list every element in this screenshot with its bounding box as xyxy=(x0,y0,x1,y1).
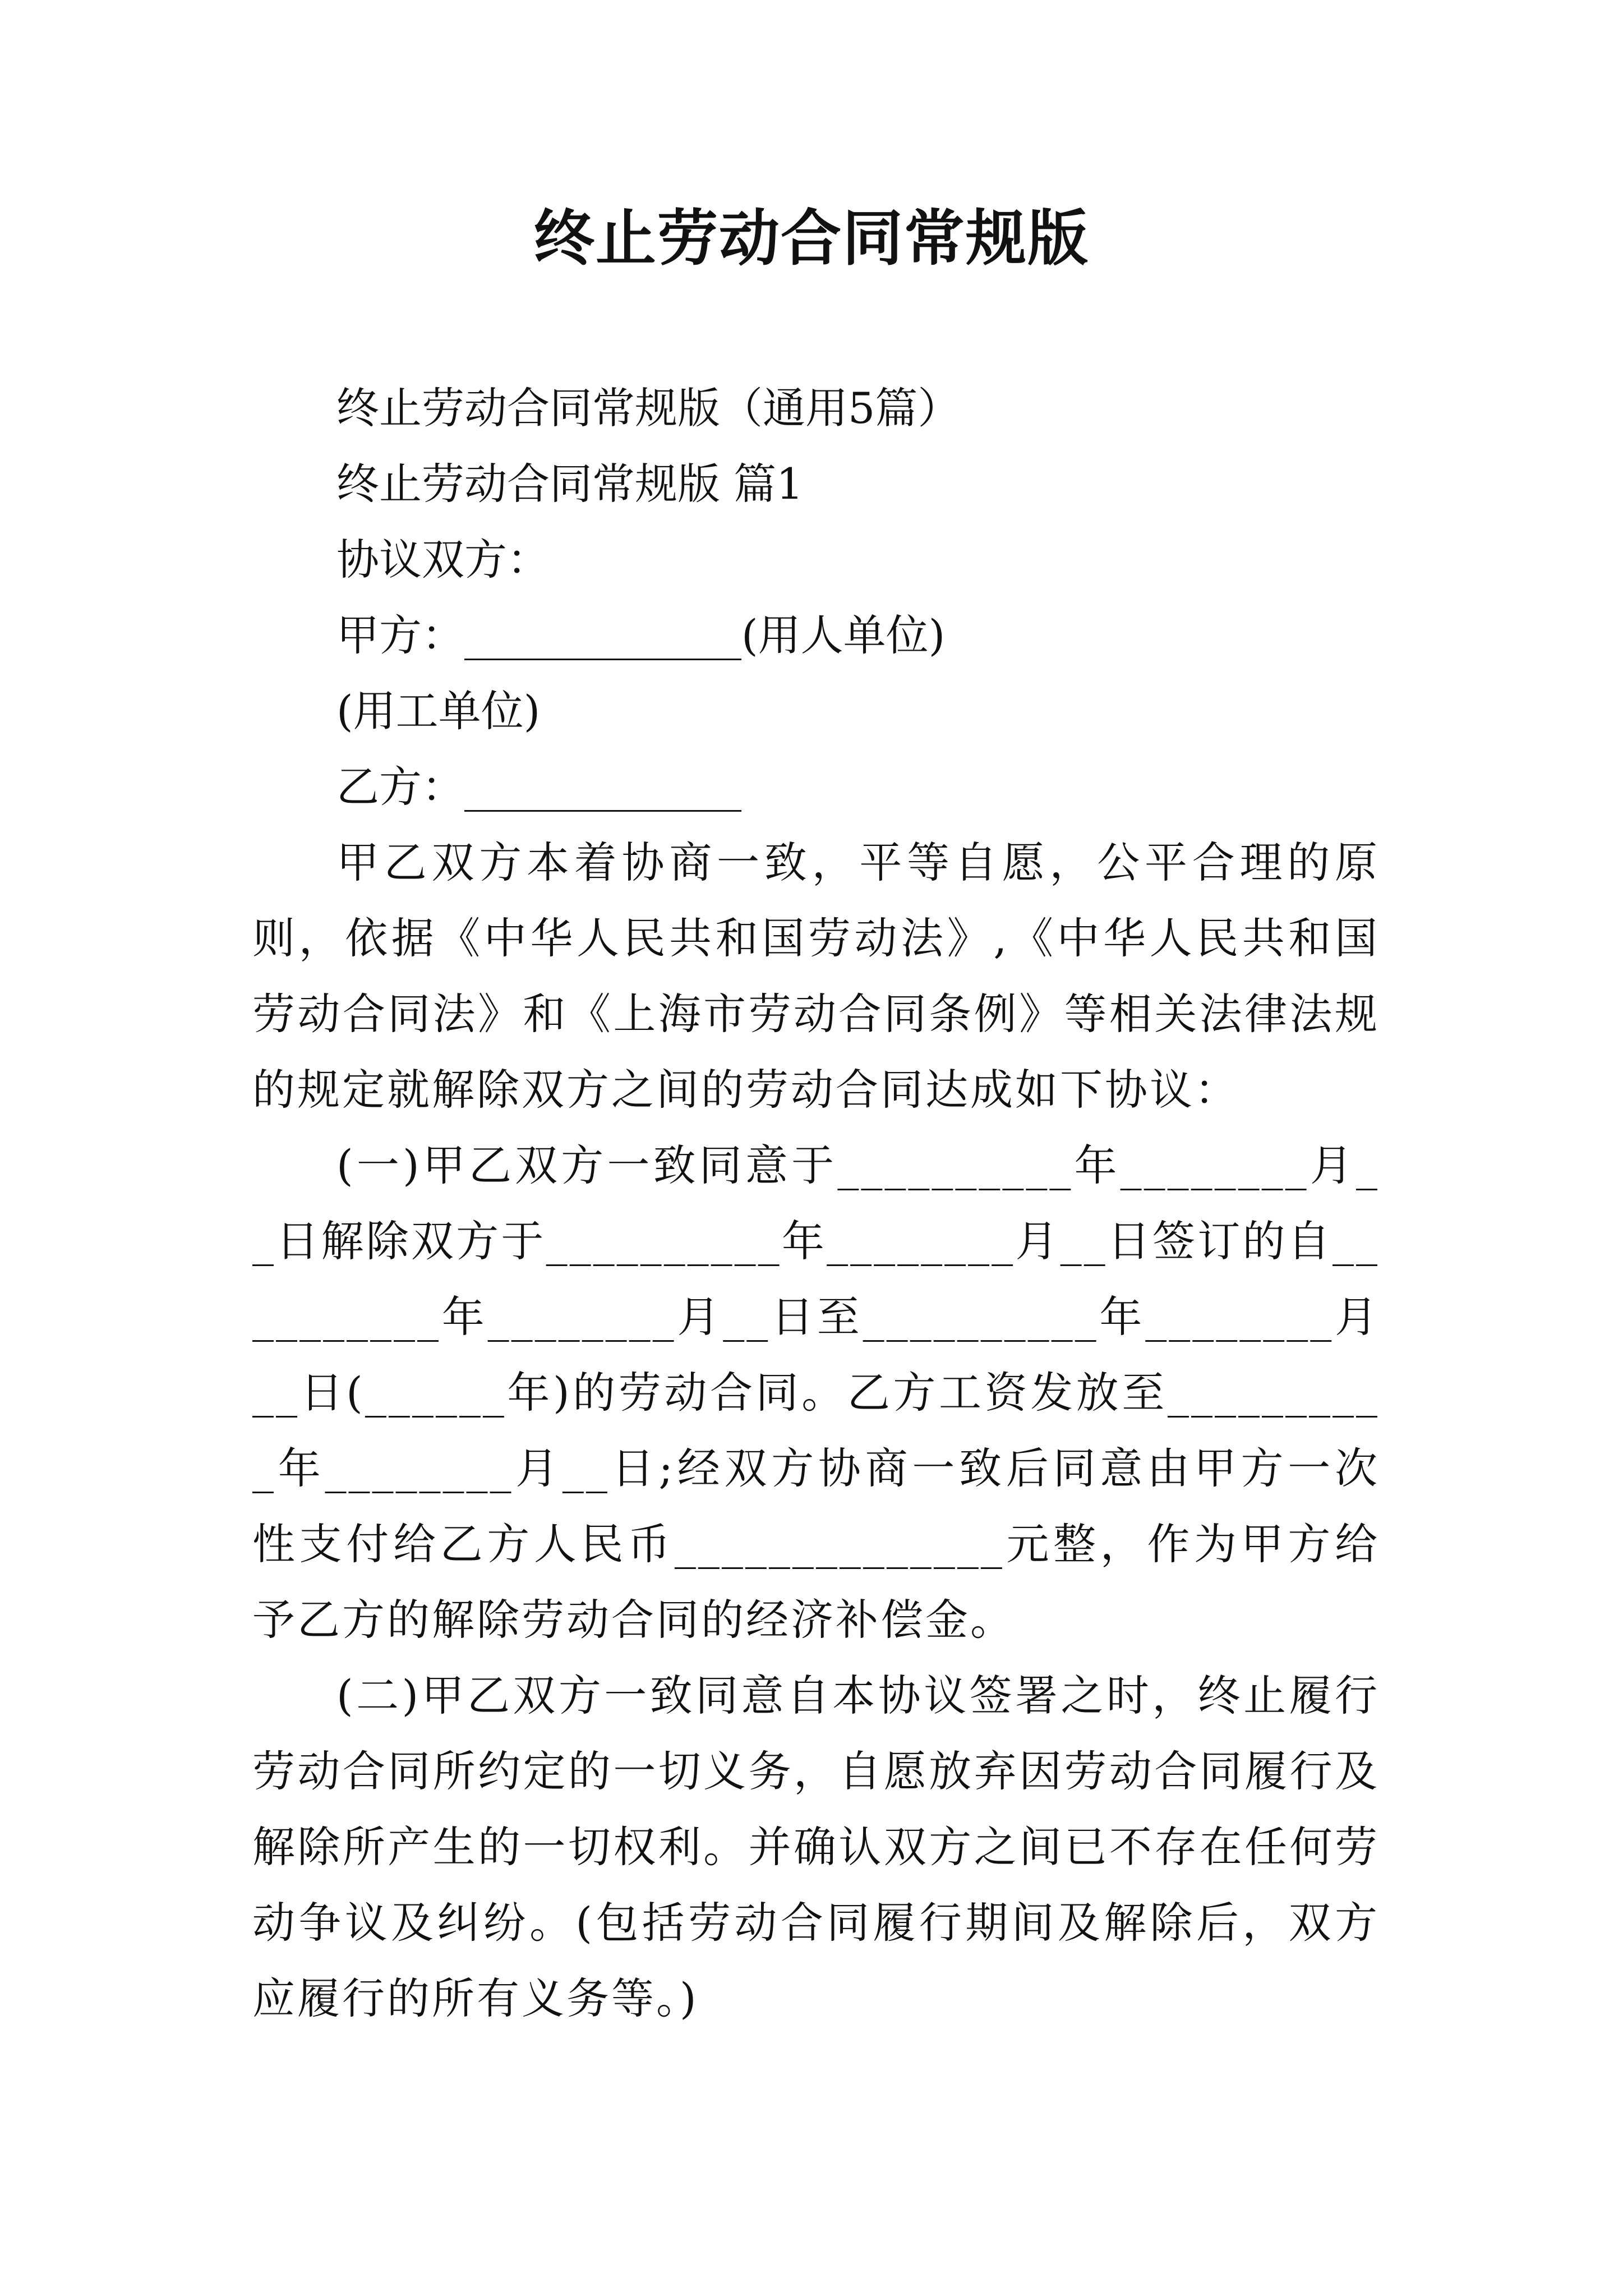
employer-unit-line: (用工单位) xyxy=(336,686,541,736)
clause-two-paragraph: (二)甲乙双方一致同意自本协议签署之时，终止履行劳动合同所约定的一切义务，自愿放弃因劳动合同履行及解除所产生的一切权利。并确认双方之间已不存在任何劳动争议及纠纷。(包括劳动合同履行期间及解除后，双方应履行的所有义务等。) xyxy=(252,1671,1380,2023)
parties-label: 协议双方： xyxy=(336,535,550,585)
agreement-intro-paragraph: 甲乙双方本着协商一致，平等自愿，公平合理的原则，依据《中华人民共和国劳动法》,《中华人民共和国劳动合同法》和《上海市劳动合同条例》等相关法律法规的规定就解除双方之间的劳动合同达成如下协议： xyxy=(252,838,1380,1115)
party-a-line: 甲方：_____________(用人单位) xyxy=(336,610,946,660)
party-b-line: 乙方：_____________ xyxy=(336,762,741,812)
subtitle-line: 终止劳动合同常规版（通用5篇） xyxy=(336,383,961,433)
section-heading: 终止劳动合同常规版 篇1 xyxy=(336,459,804,509)
document-title: 终止劳动合同常规版 xyxy=(533,203,1089,274)
clause-one-paragraph: (一)甲乙双方一致同意于__________年________月__日解除双方于__________年________月__日签订的自__________年________月__日至__________年________月__日(______年)的劳动合同。乙方工资发放至__________年________月__日;经双方协商一致后同意由甲方一次性支付给乙方人民币______________元整，作为甲方给予乙方的解除劳动合同的经济补偿金。 xyxy=(252,1140,1380,1645)
document-body xyxy=(252,370,1380,2036)
